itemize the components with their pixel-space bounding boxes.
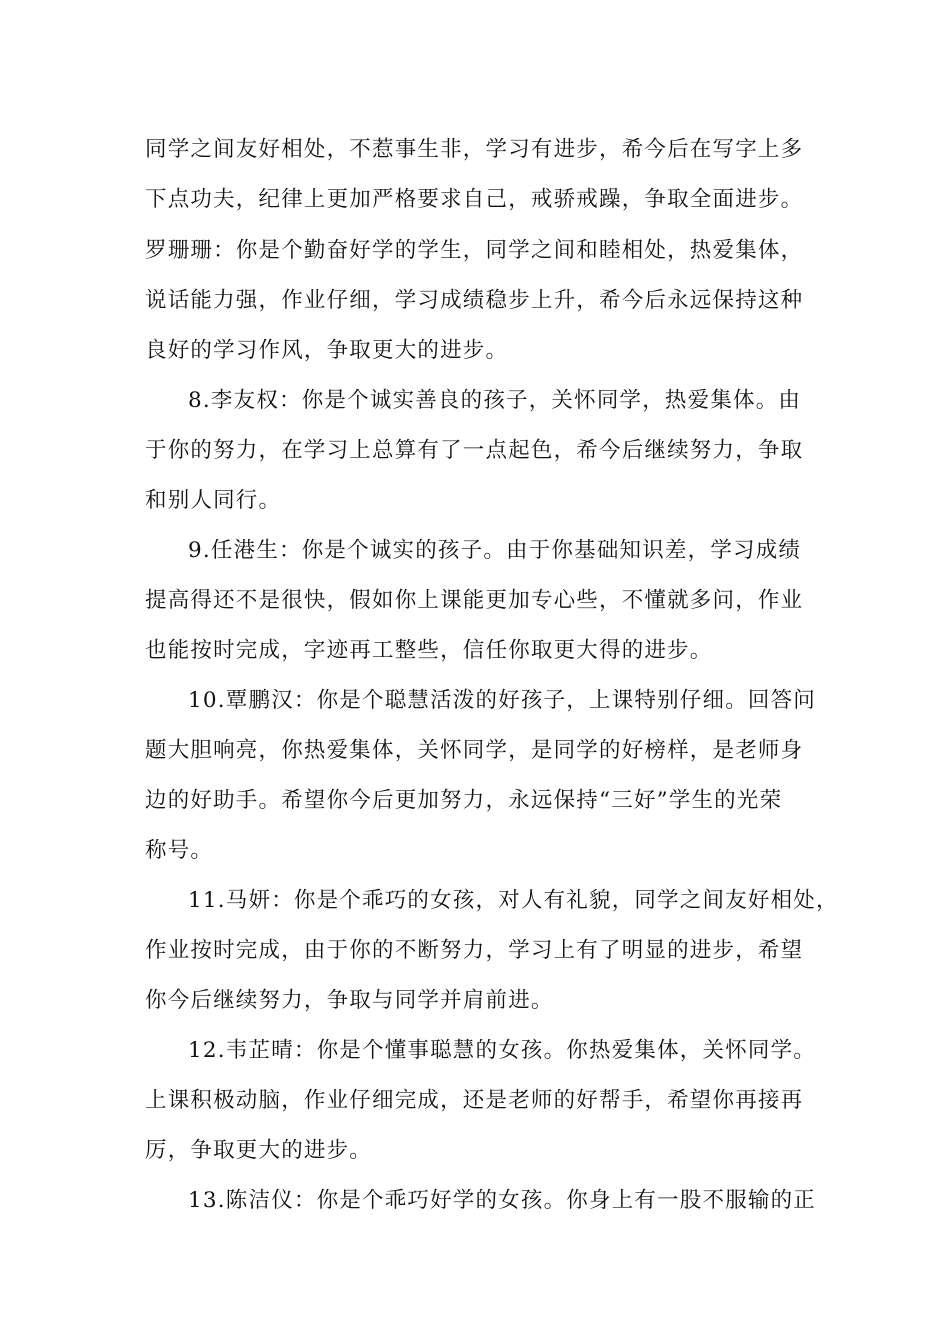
text-line: 同学之间友好相处，不惹事生非，学习有进步，希今后在写字上多 [145,137,804,162]
text-line: 10.覃鹏汉：你是个聪慧活泼的好孩子，上课特别仔细。回答问 [188,688,816,713]
text-line: 12.韦芷晴：你是个懂事聪慧的女孩。你热爱集体，关怀同学。 [188,1038,816,1063]
text-line: 也能按时完成，字迹再工整些，信任你取更大得的进步。 [145,638,713,663]
text-line: 13.陈洁仪：你是个乖巧好学的女孩。你身上有一股不服输的正 [188,1188,816,1213]
text-line: 称号。 [145,838,214,863]
text-line: 和别人同行。 [145,488,282,513]
text-line: 罗珊珊：你是个勤奋好学的学生，同学之间和睦相处，热爱集体， [145,238,804,263]
text-line: 8.李友权：你是个诚实善良的孩子，关怀同学，热爱集体。由 [188,388,802,413]
text-line: 你今后继续努力，争取与同学并肩前进。 [145,988,554,1013]
text-line: 11.马妍：你是个乖巧的女孩，对人有礼貌，同学之间友好相处， [188,888,839,913]
text-line: 上课积极动脑，作业仔细完成，还是老师的好帮手，希望你再接再 [145,1088,804,1113]
text-line: 提高得还不是很快，假如你上课能更加专心些，不懂就多问，作业 [145,588,804,613]
text-line: 9.任港生：你是个诚实的孩子。由于你基础知识差，学习成绩 [188,538,802,563]
text-line: 于你的努力，在学习上总算有了一点起色，希今后继续努力，争取 [145,438,804,463]
text-line: 良好的学习作风，争取更大的进步。 [145,338,509,363]
text-line: 作业按时完成，由于你的不断努力，学习上有了明显的进步，希望 [145,938,804,963]
text-line: 边的好助手。希望你今后更加努力，永远保持“三好”学生的光荣 [145,788,783,813]
text-line: 厉，争取更大的进步。 [145,1138,373,1163]
text-line: 说话能力强，作业仔细，学习成绩稳步上升，希今后永远保持这种 [145,288,804,313]
text-line: 下点功夫，纪律上更加严格要求自己，戒骄戒躁，争取全面进步。 [145,187,804,212]
text-line: 题大胆响亮，你热爱集体，关怀同学，是同学的好榜样，是老师身 [145,738,804,763]
